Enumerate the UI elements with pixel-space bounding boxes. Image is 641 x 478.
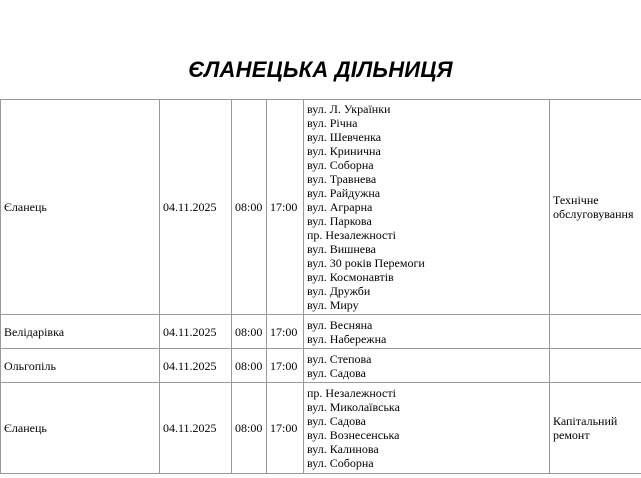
page-title: ЄЛАНЕЦЬКА ДІЛЬНИЦЯ: [188, 57, 453, 82]
streets-cell: [304, 383, 550, 474]
end-time-cell: 17:00: [267, 100, 304, 315]
streets-cell: [304, 100, 550, 315]
start-time-cell: 08:00: [232, 383, 267, 474]
street-item: вул. Набережна: [307, 331, 387, 346]
street-item: вул. Соборна: [307, 158, 374, 172]
street-item: вул. Дружби: [307, 284, 371, 298]
work-type-cell: [550, 315, 641, 349]
street-item: вул. Аграрна: [307, 200, 373, 214]
street-item: вул. Садова: [307, 365, 366, 380]
street-item: вул. Л. Українки: [307, 102, 391, 116]
date-cell: 04.11.2025: [160, 315, 232, 349]
work-type-cell: Технічне обслуговування: [550, 100, 641, 315]
date-cell: 04.11.2025: [160, 100, 232, 315]
street-item: вул. Миколаївська: [307, 400, 400, 414]
work-type-cell: Капітальний ремонт: [550, 383, 641, 474]
streets-cell: [304, 349, 550, 383]
work-type-cell: [550, 349, 641, 383]
table-row: [1, 315, 641, 349]
start-time-cell: 08:00: [232, 315, 267, 349]
street-item: вул. Миру: [307, 298, 359, 312]
settlement-cell: Ольгопіль: [1, 349, 160, 383]
street-item: вул. Травнева: [307, 172, 377, 186]
street-item: вул. Калинова: [307, 442, 379, 456]
settlement-cell: Велідарівка: [1, 315, 160, 349]
date-cell: 04.11.2025: [160, 349, 232, 383]
streets-cell: [304, 315, 550, 349]
street-item: вул. Степова: [307, 351, 372, 366]
street-item: вул. Соборна: [307, 456, 374, 470]
settlement-cell: Єланець: [1, 100, 160, 315]
street-item: пр. Незалежності: [307, 386, 396, 400]
street-item: вул. Космонавтів: [307, 270, 394, 284]
street-item: вул. Весняна: [307, 317, 373, 332]
street-item: пр. Незалежності: [307, 228, 396, 242]
table-row: [1, 349, 641, 383]
street-item: вул. Райдужна: [307, 186, 381, 200]
date-cell: 04.11.2025: [160, 383, 232, 474]
end-time-cell: 17:00: [267, 349, 304, 383]
street-item: вул. 30 років Перемоги: [307, 256, 425, 270]
street-item: вул. Садова: [307, 414, 366, 428]
street-item: вул. Вознесенська: [307, 428, 400, 442]
end-time-cell: 17:00: [267, 383, 304, 474]
table-row: [1, 383, 641, 474]
end-time-cell: 17:00: [267, 315, 304, 349]
street-item: вул. Шевченка: [307, 130, 382, 144]
start-time-cell: 08:00: [232, 100, 267, 315]
outage-schedule-table: [0, 99, 641, 474]
street-item: вул. Паркова: [307, 214, 372, 228]
table-row: [1, 100, 641, 315]
street-item: вул. Кринична: [307, 144, 381, 158]
street-item: вул. Річна: [307, 116, 358, 130]
start-time-cell: 08:00: [232, 349, 267, 383]
settlement-cell: Єланець: [1, 383, 160, 474]
street-item: вул. Вишнева: [307, 242, 376, 256]
